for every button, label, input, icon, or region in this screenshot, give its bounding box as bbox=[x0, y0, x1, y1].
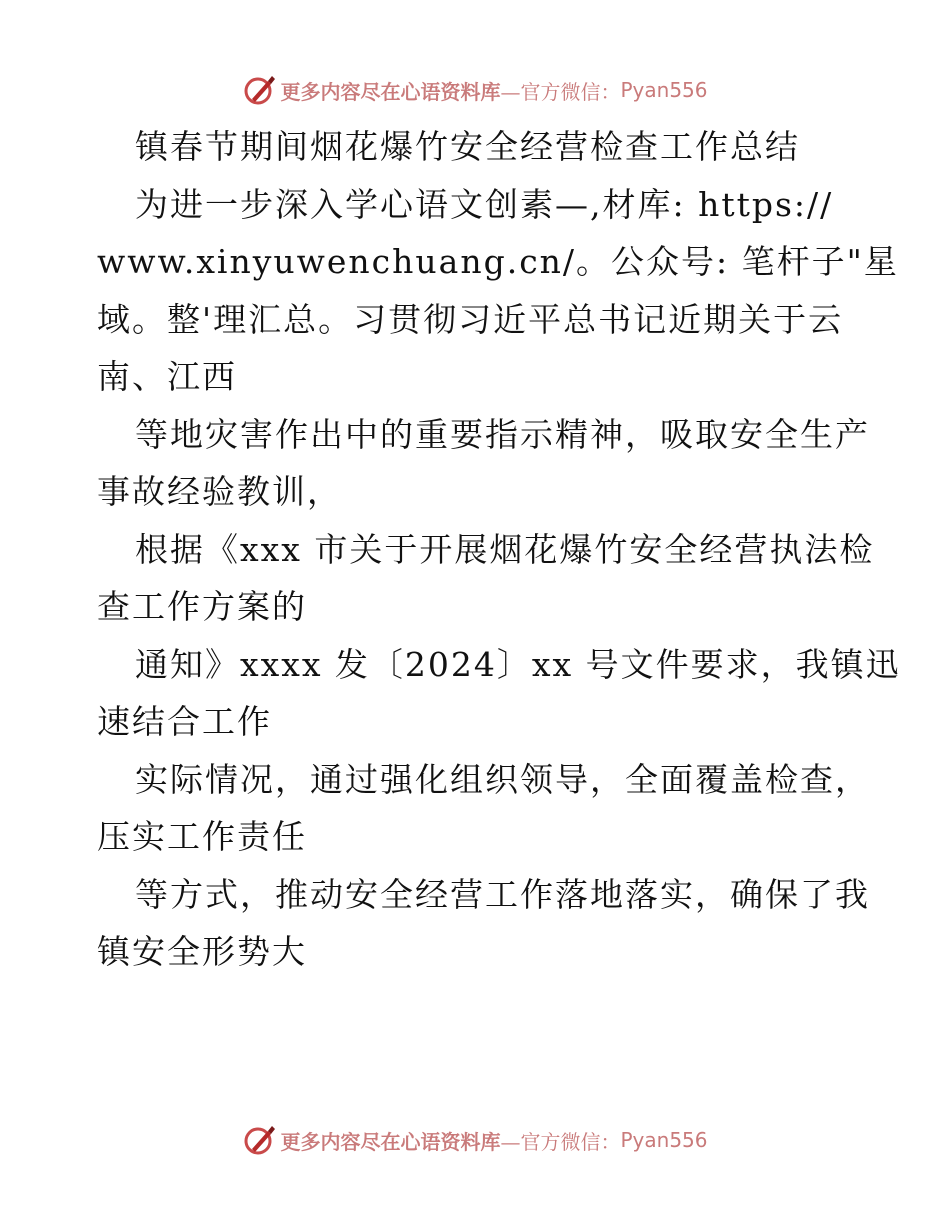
doc-line: 南、江西 bbox=[97, 357, 237, 396]
doc-line: 等方式，推动安全经营工作落地落实，确保了我 bbox=[135, 874, 870, 914]
banner-tail-text: —官方微信： bbox=[500, 79, 621, 104]
banner-tail-text: —官方微信： bbox=[500, 1129, 621, 1154]
doc-line: 实际情况，通过强化组织领导，全面覆盖检查， bbox=[135, 759, 870, 799]
doc-line: www.xinyuwenchuang.cn/。公众号: 笔杆子"星 bbox=[97, 242, 899, 281]
doc-line: 等地灾害作出中的重要指示精神，吸取安全生产 bbox=[135, 414, 870, 454]
doc-line: 域。整'理汇总。习贯彻习近平总书记近期关于云 bbox=[97, 299, 844, 339]
doc-line: 为进一步深入学心语文创素—,材库: https:// bbox=[135, 184, 834, 224]
doc-line: 速结合工作 bbox=[97, 702, 272, 741]
doc-line: 压实工作责任 bbox=[97, 817, 307, 856]
brush-logo-icon bbox=[242, 1123, 276, 1157]
document-body bbox=[97, 118, 901, 981]
doc-line: 事故经验教训， bbox=[97, 472, 342, 511]
doc-line: 通知》xxxx 发〔2024〕xx 号文件要求，我镇迅 bbox=[135, 644, 901, 684]
banner-wechat-id: Pyan556 bbox=[620, 78, 708, 102]
brush-logo-icon bbox=[242, 73, 276, 107]
doc-line: 镇春节期间烟花爆竹安全经营检查工作总结 bbox=[135, 127, 800, 166]
footer-watermark-banner bbox=[0, 1120, 950, 1160]
banner-lead-text: 更多内容尽在心语资料库 bbox=[280, 79, 501, 104]
doc-line: 查工作方案的 bbox=[97, 587, 307, 626]
doc-line: 根据《xxx 市关于开展烟花爆竹安全经营执法检 bbox=[135, 529, 875, 569]
doc-line: 镇安全形势大 bbox=[97, 932, 307, 971]
banner-lead-text: 更多内容尽在心语资料库 bbox=[280, 1129, 501, 1154]
banner-wechat-id: Pyan556 bbox=[620, 1128, 708, 1152]
header-watermark-banner bbox=[0, 70, 950, 110]
